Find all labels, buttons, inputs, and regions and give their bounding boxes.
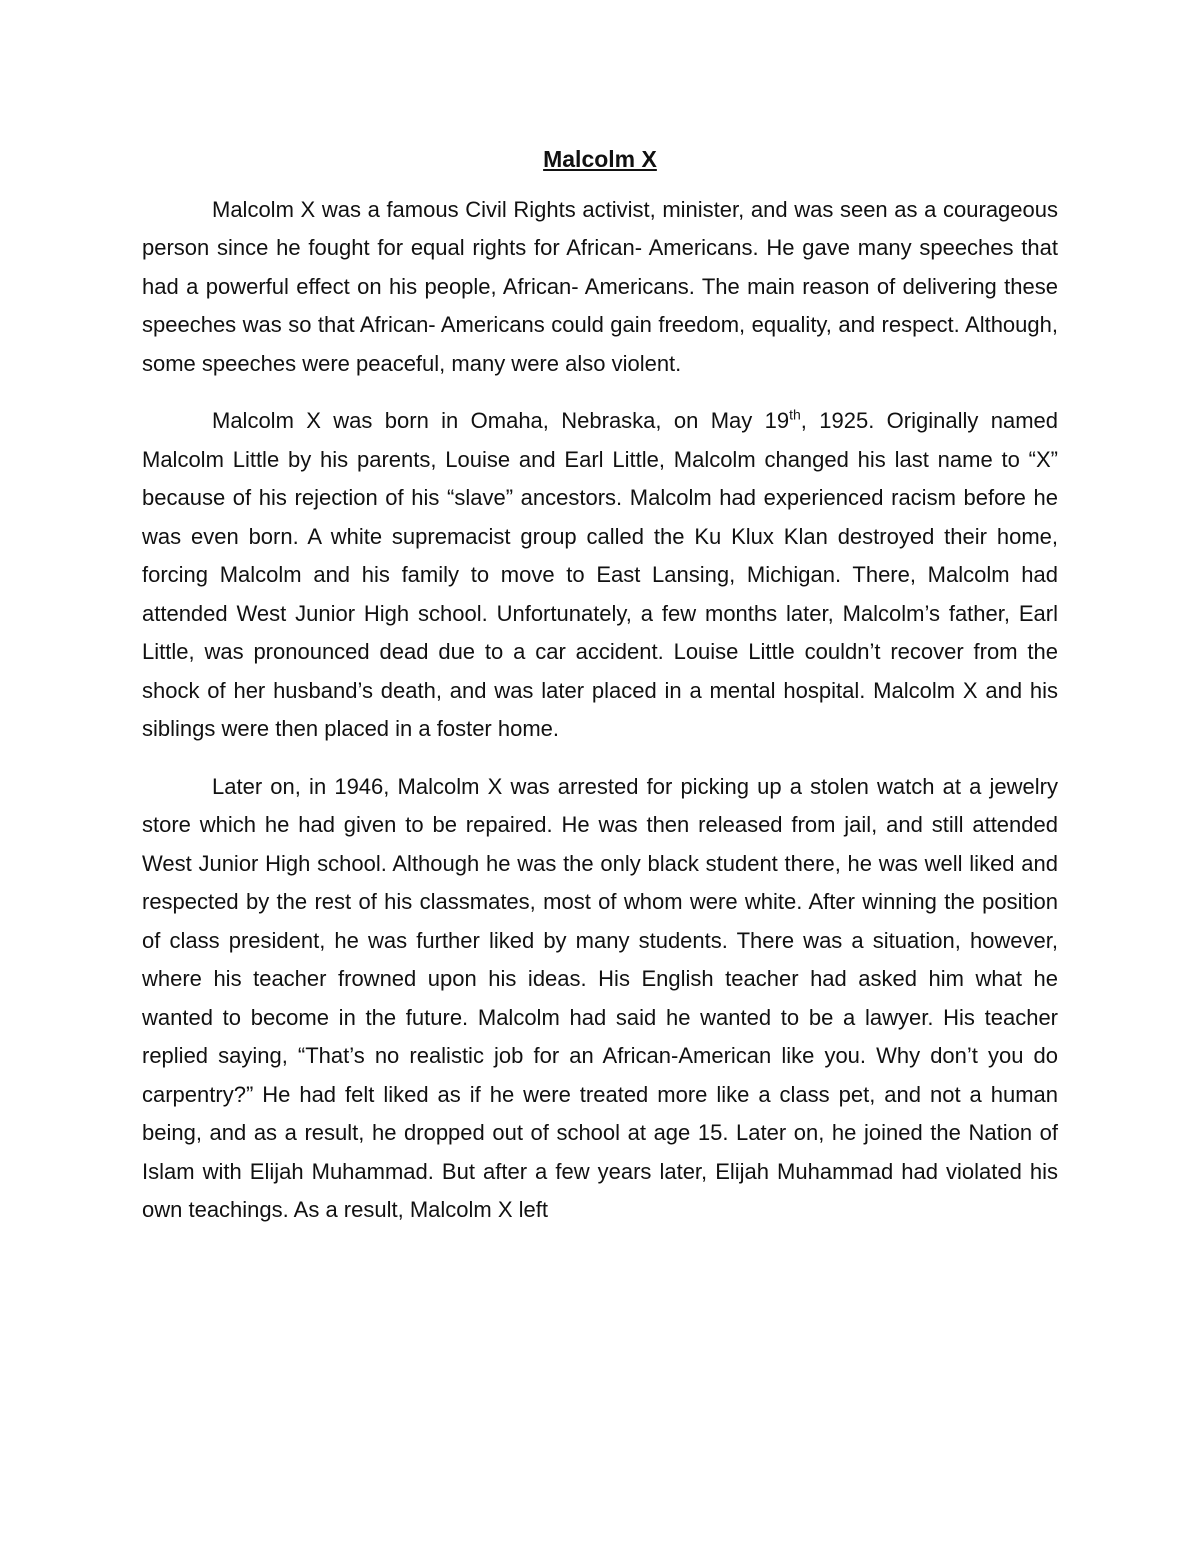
document-page: [142, 140, 1058, 1249]
document-title: Malcolm X: [543, 146, 657, 172]
paragraph-later-life-text: Later on, in 1946, Malcolm X was arrested for picking up a stolen watch at a jewelry store which he had given to be repaired. He was then released from jail, and still attended West Junior High school. Although he was the only black student there, he was well liked and respected by the rest of his classmates, most of whom were white. After winning the position of class president, he was further liked by many students. There was a situation, however, where his teacher frowned upon his ideas. His English teacher had asked him what he wanted to become in the future. Malcolm had said he wanted to be a lawyer. His teacher replied saying, “That’s no realistic job for an African-American like you. Why don’t you do carpentry?” He had felt liked as if he were treated more like a class pet, and not a human being, and as a result, he dropped out of school at age 15. Later on, he joined the Nation of Islam with Elijah Muhammad. But after a few years later, Elijah Muhammad had violated his own teachings. As a result, Malcolm X left: [142, 773, 1058, 1222]
paragraph-intro-text: Malcolm X was a famous Civil Rights activist, minister, and was seen as a courageous person since he fought for equal rights for African- Americans. He gave many speeches that had a powerful effect on his people, African- Americans. The main reason of delivering these speeches was so that African- Americans could gain freedom, equality, and respect. Although, some speeches were peaceful, many were also violent.: [142, 196, 1058, 376]
paragraph-intro: [142, 191, 1058, 384]
paragraph-early-life-text-start: Malcolm X was born in Omaha, Nebraska, on May 19: [212, 408, 790, 433]
paragraph-early-life: [142, 402, 1058, 749]
paragraph-early-life-text-end: , 1925. Originally named Malcolm Little by his parents, Louise and Earl Little, Malcolm changed his last name to “X” because of his rejection of his “slave” ancestors. Malcolm had experienced racism before he was even born. A white supremacist group called the Ku Klux Klan destroyed their home, forcing Malcolm and his family to move to East Lansing, Michigan. There, Malcolm had attended West Junior High school. Unfortunately, a few months later, Malcolm’s father, Earl Little, was pronounced dead due to a car accident. Louise Little couldn’t recover from the shock of her husband’s death, and was later placed in a mental hospital. Malcolm X and his siblings were then placed in a foster home.: [142, 408, 1059, 741]
ordinal-superscript: th: [789, 406, 801, 423]
paragraph-later-life: [142, 768, 1058, 1230]
